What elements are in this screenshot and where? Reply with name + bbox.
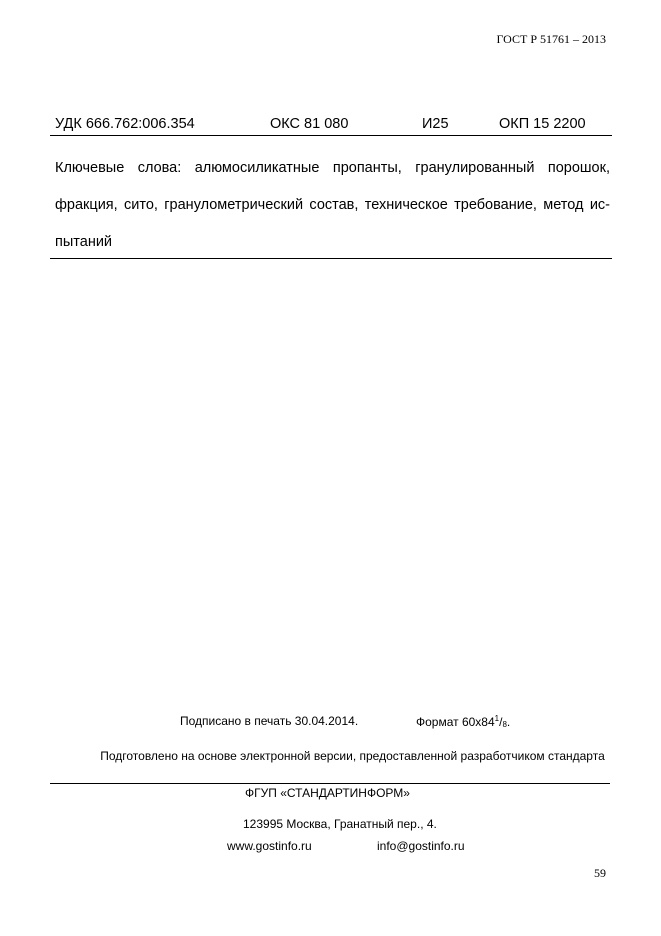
publisher-website: www.gostinfo.ru [227,839,312,853]
okp-code: ОКП 15 2200 [499,116,586,132]
standard-designation: ГОСТ Р 51761 – 2013 [496,32,606,46]
classification-row [55,116,610,136]
format-suffix: . [506,715,511,729]
format-prefix: Формат 60x84 [416,715,495,729]
publisher-address: 123995 Москва, Гранатный пер., 4. [243,817,437,831]
page-number: 59 [594,866,606,880]
format-slash: / [499,715,503,729]
prepared-note: Подготовлено на основе электронной версии, предоставленной разработчиком стандарта [100,749,605,763]
format-numerator: 1 [494,714,500,723]
group-code: И25 [422,116,449,132]
signed-to-print: Подписано в печать 30.04.2014. [180,714,359,728]
keywords-paragraph: Ключевые слова: алюмосиликатные пропанты, гранулированный порошок, фракция, сито, гранулометрический состав, техническое требование, метод ис-пытаний [55,160,610,250]
paper-format [416,714,510,729]
imprint-divider [50,783,610,784]
udk-code: УДК 666.762:006.354 [55,116,195,132]
publisher-email: info@gostinfo.ru [377,839,465,853]
publisher-name: ФГУП «СТАНДАРТИНФОРМ» [245,786,410,800]
format-denominator: 8 [502,720,507,729]
oks-code: ОКС 81 080 [270,116,349,132]
top-divider [50,135,612,136]
keywords-divider [50,258,612,259]
